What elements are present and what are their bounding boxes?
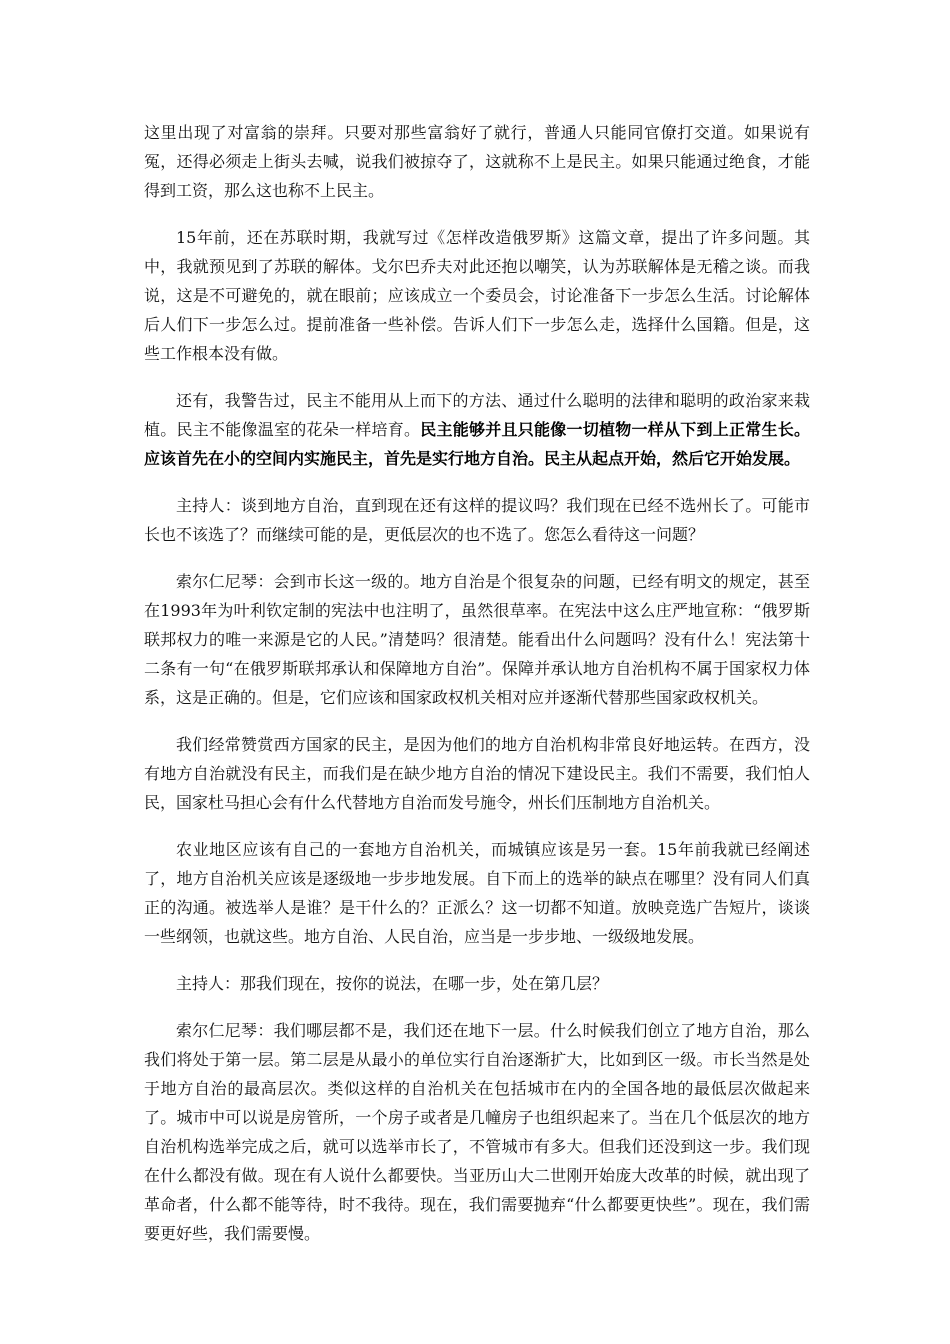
- paragraph-9: 索尔仁尼琴：我们哪层都不是，我们还在地下一层。什么时候我们创立了地方自治，那么我们将处于第一层。第二层是从最小的单位实行自治逐渐扩大，比如到区一级。市长当然是处于地方自治的最高层次。类似这样的自治机关在包括城市在内的全国各地的最低层次做起来了。城市中可以说是房管所，一个房子或者是几幢房子也组织起来了。当在几个低层次的地方自治机构选举完成之后，就可以选举市长了，不管城市有多大。但我们还没到这一步。我们现在什么都没有做。现在有人说什么都要快。当亚历山大二世刚开始庞大改革的时候，就出现了革命者，什么都不能等待，时不我待。现在，我们需要抛弃“什么都要更快些”。现在，我们需要更好些，我们需要慢。: [144, 1021, 810, 1243]
- paragraph-7: 农业地区应该有自己的一套地方自治机关，而城镇应该是另一套。15年前我就已经阐述了，地方自治机关应该是逐级地一步步地发展。自下而上的选举的缺点在哪里？没有同人们真正的沟通。被选举人是谁？是干什么的？正派么？这一切都不知道。放映竞选广告短片，谈谈一些纲领，也就这些。地方自治、人民自治，应当是一步步地、一级级地发展。: [144, 840, 810, 946]
- paragraph-3: [144, 386, 810, 473]
- paragraph-1: 这里出现了对富翁的崇拜。只要对那些富翁好了就行，普通人只能同官僚打交道。如果说有冤，还得必须走上街头去喊，说我们被掠夺了，这就称不上是民主。如果只能通过绝食，才能得到工资，那么这也称不上民主。: [144, 123, 810, 200]
- document-body: [144, 118, 810, 1266]
- paragraph-2: 15年前，还在苏联时期，我就写过《怎样改造俄罗斯》这篇文章，提出了许多问题。其中，我就预见到了苏联的解体。戈尔巴乔夫对此还抱以嘲笑，认为苏联解体是无稽之谈。而我说，这是不可避免的，就在眼前；应该成立一个委员会，讨论准备下一步怎么生活。讨论解体后人们下一步怎么过。提前准备一些补偿。告诉人们下一步怎么走，选择什么国籍。但是，这些工作根本没有做。: [144, 228, 810, 363]
- paragraph-8: 主持人：那我们现在，按你的说法，在哪一步，处在第几层？: [176, 974, 609, 993]
- paragraph-4: 主持人：谈到地方自治，直到现在还有这样的提议吗？我们现在已经不选州长了。可能市长也不该选了？而继续可能的是，更低层次的也不选了。您怎么看待这一问题？: [144, 496, 810, 544]
- paragraph-3-bold-text: 民主能够并且只能像一切植物一样从下到上正常生长。应该首先在小的空间内实施民主，首先是实行地方自治。民主从起点开始，然后它开始发展。: [144, 420, 810, 468]
- paragraph-6: 我们经常赞赏西方国家的民主，是因为他们的地方自治机构非常良好地运转。在西方，没有地方自治就没有民主，而我们是在缺少地方自治的情况下建设民主。我们不需要，我们怕人民，国家杜马担心会有什么代替地方自治而发号施令，州长们压制地方自治机关。: [144, 735, 810, 812]
- paragraph-5: 索尔仁尼琴：会到市长这一级的。地方自治是个很复杂的问题，已经有明文的规定，甚至在1993年为叶利钦定制的宪法中也注明了，虽然很草率。在宪法中这么庄严地宣称：“俄罗斯联邦权力的唯一来源是它的人民。”清楚吗？很清楚。能看出什么问题吗？没有什么！宪法第十二条有一句“在俄罗斯联邦承认和保障地方自治”。保障并承认地方自治机构不属于国家权力体系，这是正确的。但是，它们应该和国家政权机关相对应并逐渐代替那些国家政权机关。: [144, 572, 810, 707]
- paragraph-3-text: 还有，我警告过，民主不能用从上而下的方法、通过什么聪明的法律和聪明的政治家来栽植。民主不能像温室的花朵一样培育。: [144, 391, 810, 439]
